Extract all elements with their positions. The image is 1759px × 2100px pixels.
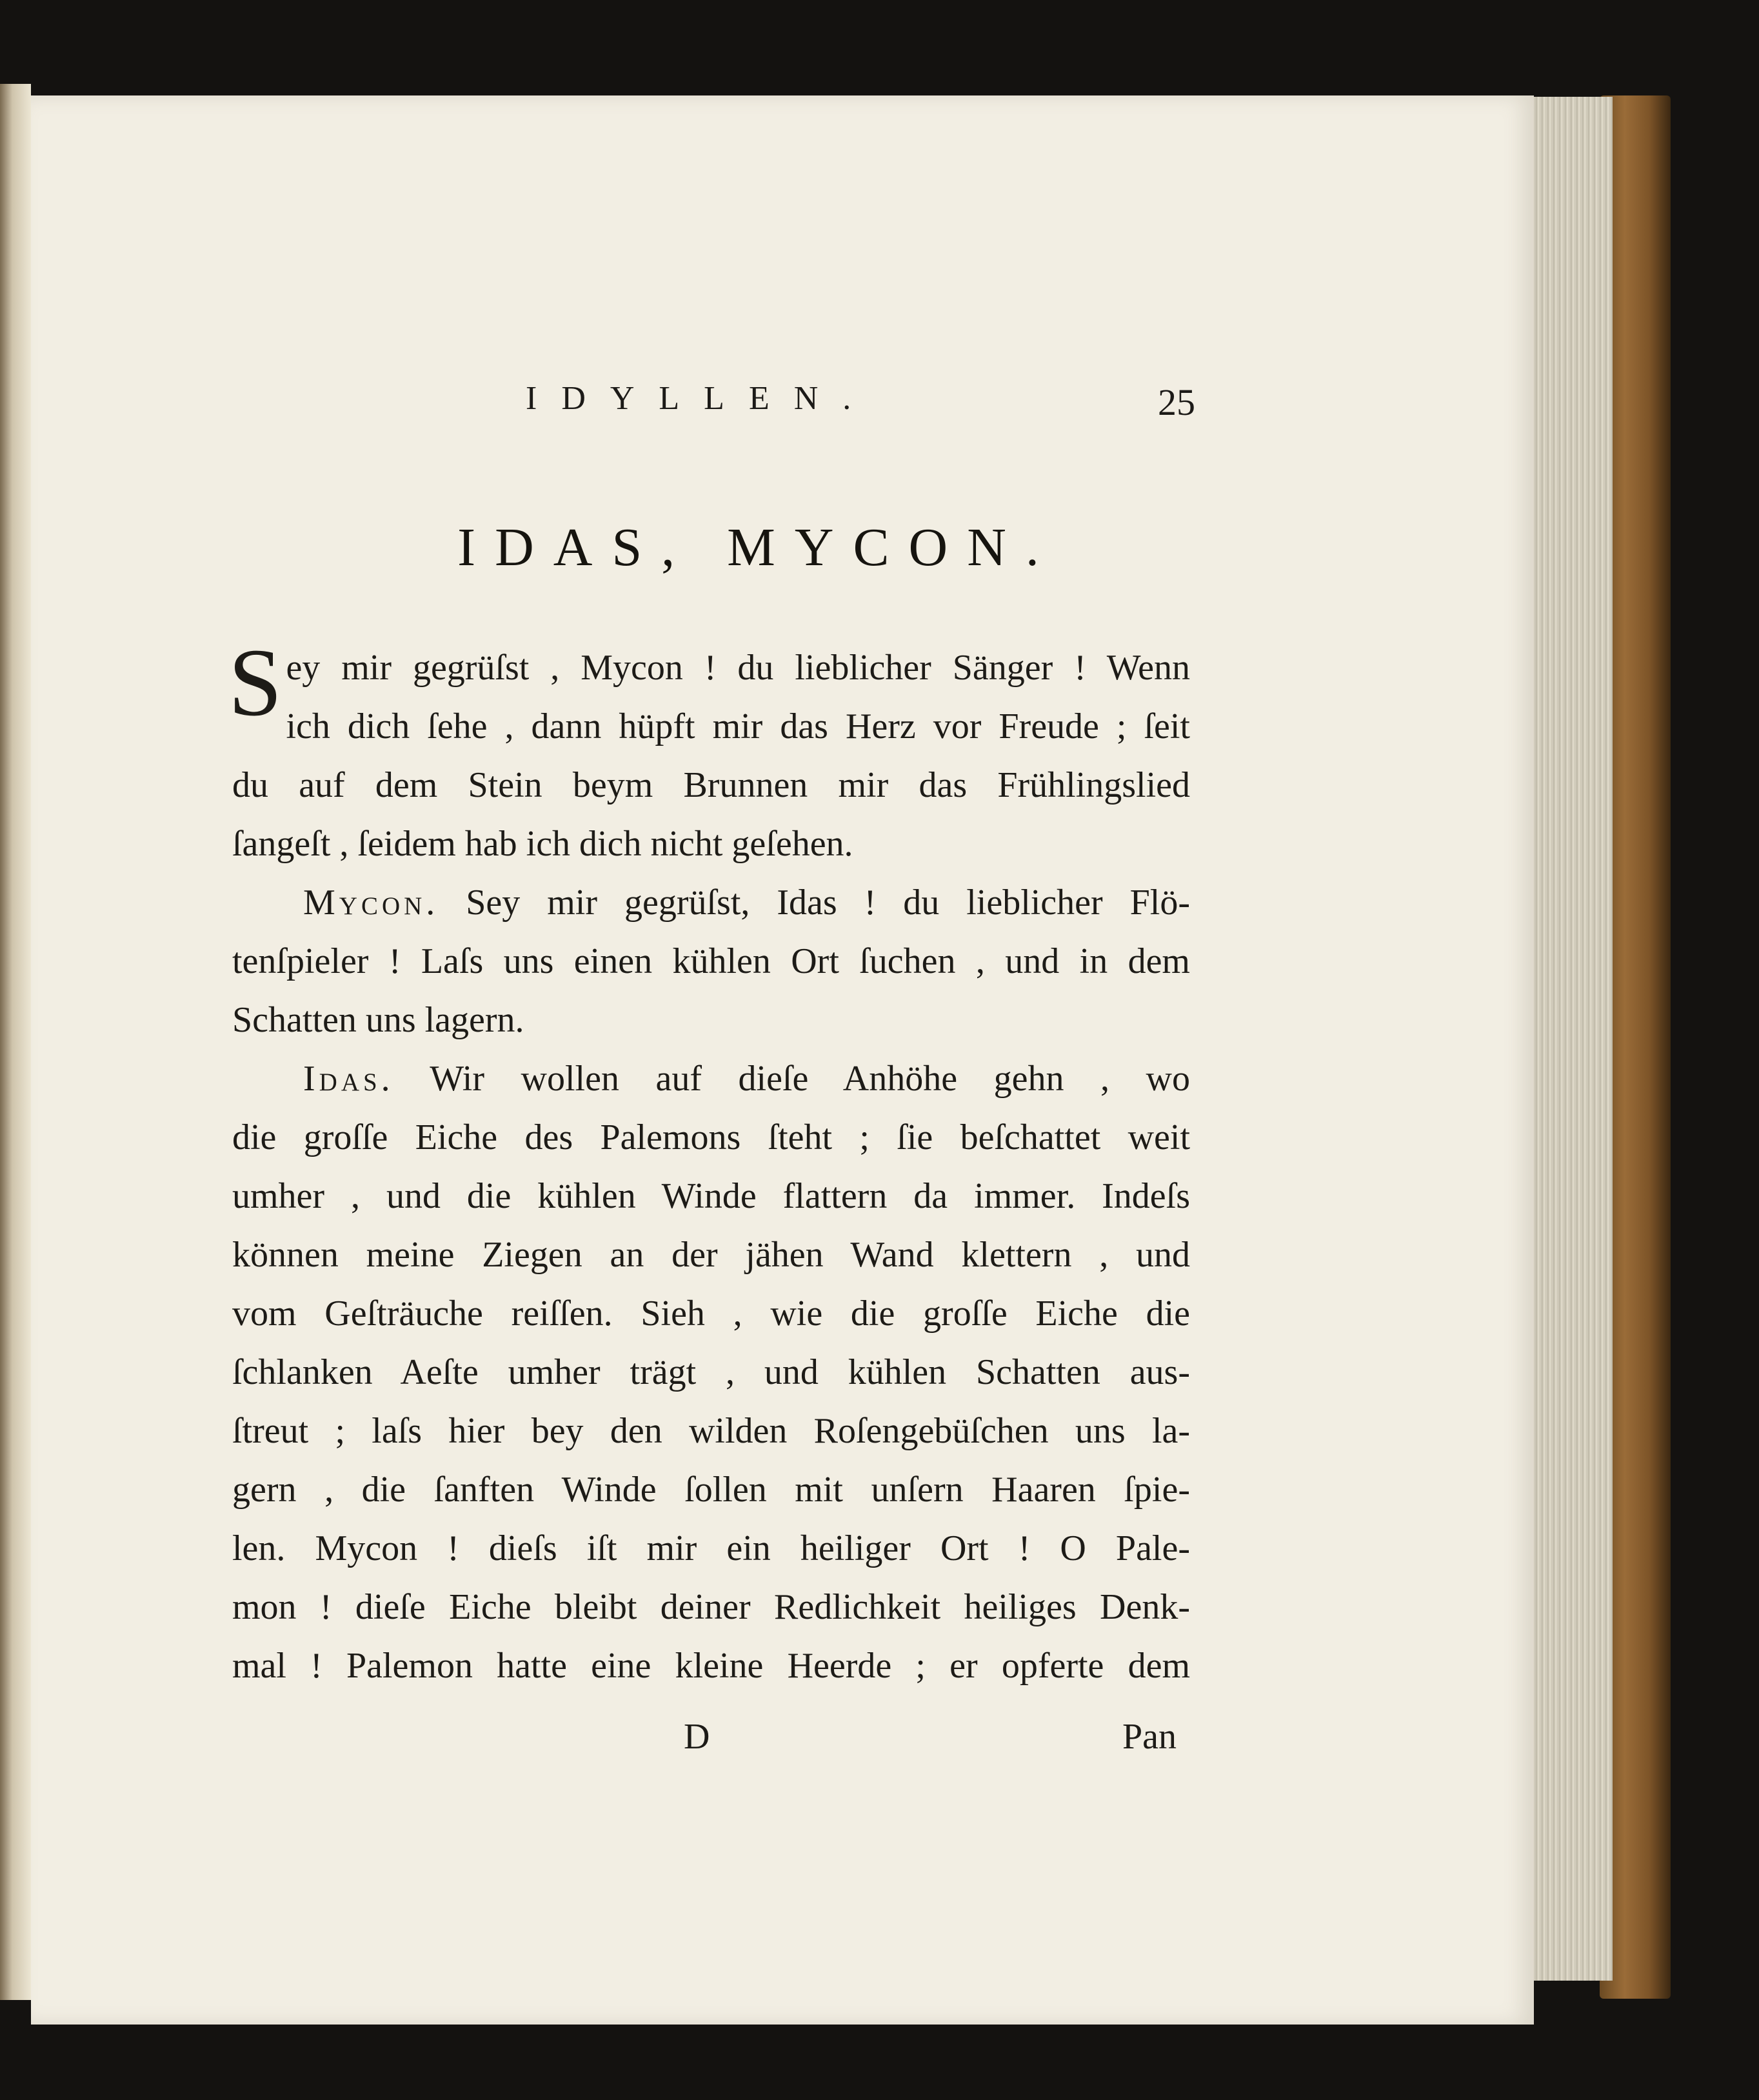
- drop-cap: S: [228, 629, 283, 736]
- body-text: [228, 629, 1190, 1695]
- paragraph-3: [232, 1050, 1190, 1695]
- text-line: ſchlanken Aeſte umher trägt , und kühlen Schatten aus-: [232, 1352, 1190, 1392]
- text-line: vom Geſträuche reiſſen. Sieh , wie die groſſe Eiche die: [232, 1294, 1190, 1334]
- text-line: ſtreut ; laſs hier bey den wilden Roſengebüſchen uns la-: [232, 1411, 1190, 1451]
- text-line: die groſſe Eiche des Palemons ſteht ; ſie beſchattet weit: [232, 1117, 1190, 1157]
- left-page-edge: [0, 84, 31, 2000]
- text-line: umher , und die kühlen Winde flattern da immer. Indeſs: [232, 1176, 1190, 1216]
- text-line: mal ! Palemon hatte eine kleine Heerde ; er opferte dem: [232, 1646, 1190, 1686]
- text-line: können meine Ziegen an der jähen Wand klettern , und: [232, 1235, 1190, 1275]
- text-line: Idas. Wir wollen auf dieſe Anhöhe gehn , wo: [303, 1059, 1190, 1099]
- running-head: IDYLLEN.: [526, 380, 876, 417]
- paragraph-2: [232, 874, 1190, 1050]
- text-line: gern , die ſanften Winde ſollen mit unſern Haaren ſpie-: [232, 1470, 1190, 1510]
- page-number: 25: [1158, 381, 1195, 423]
- paragraph-1: [228, 629, 1190, 874]
- section-title: IDAS, MYCON.: [457, 517, 1058, 577]
- text-line: tenſpieler ! Laſs uns einen kühlen Ort ſuchen , und in dem: [232, 941, 1190, 981]
- page-block-edge: [1529, 97, 1613, 1981]
- text-line: Mycon. Sey mir gegrüſst, Idas ! du lieblicher Flö-: [303, 883, 1190, 923]
- text-line: ſangeſt , ſeidem hab ich dich nicht geſehen.: [232, 824, 853, 864]
- speaker-name: Mycon.: [303, 883, 439, 923]
- text-line: ey mir gegrüſst , Mycon ! du lieblicher Sänger ! Wenn: [286, 648, 1190, 688]
- text-line: len. Mycon ! dieſs iſt mir ein heiliger Ort ! O Pale-: [232, 1528, 1190, 1568]
- signature-mark: D: [684, 1717, 710, 1757]
- text-line: du auf dem Stein beym Brunnen mir das Frühlingslied: [232, 765, 1190, 805]
- text-line: mon ! dieſe Eiche bleibt deiner Redlichkeit heiliges Denk-: [232, 1587, 1190, 1627]
- speaker-name: Idas.: [303, 1059, 394, 1099]
- catchword: Pan: [1122, 1717, 1177, 1757]
- text-line: ich dich ſehe , dann hüpft mir das Herz vor Freude ; ſeit: [286, 706, 1190, 746]
- text-line: Schatten uns lagern.: [232, 1000, 524, 1040]
